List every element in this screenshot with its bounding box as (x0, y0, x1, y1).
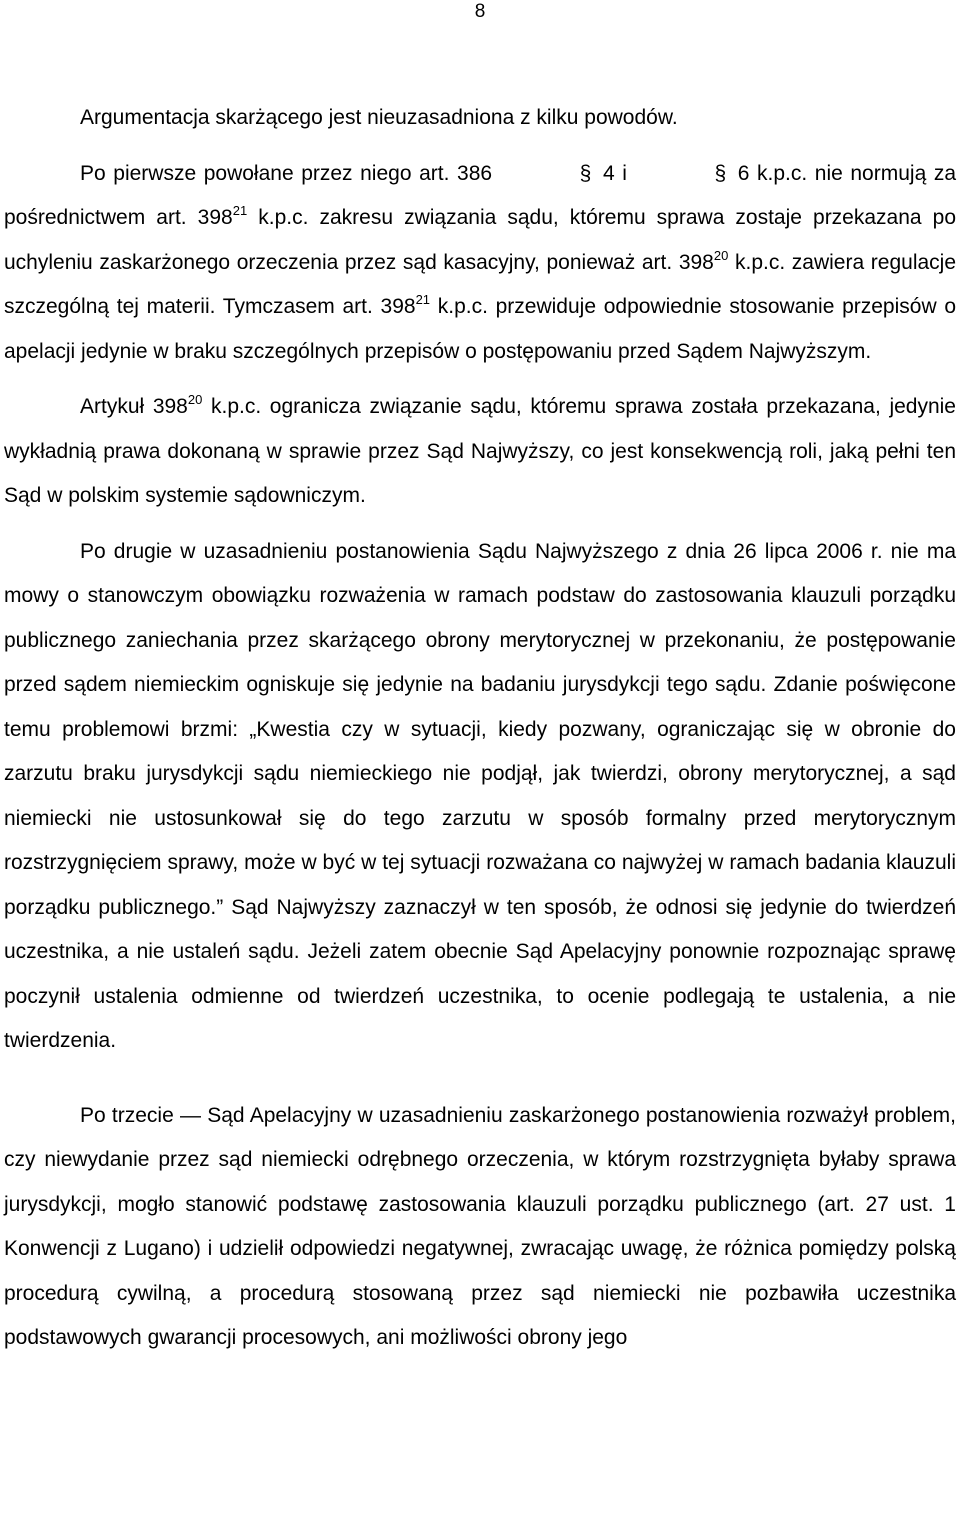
article-superscript: 20 (713, 247, 729, 263)
text-segment: Po pierwsze powołane przez niego art. 386 (80, 161, 493, 185)
section-sign: § (579, 161, 592, 185)
article-superscript: 20 (187, 392, 203, 407)
text-segment: k.p.c. zawiera regulacje szczególną tej materii. Tymczasem art. 398 (4, 250, 957, 318)
text-segment: k.p.c. przewiduje odpowiednie stosowanie przepisów o apelacji jedynie w braku szczególnych przepisów o postępowaniu przed Sądem Najwyższym. (4, 295, 956, 363)
document-body (4, 96, 956, 1361)
paragraph-intro: Argumentacja skarżącego jest nieuzasadniona z kilku powodów. (80, 106, 678, 129)
text-segment: Artykuł 398 (80, 395, 188, 418)
text-segment: 4 i (602, 161, 627, 185)
text-segment: k.p.c. ogranicza związanie sądu, któremu sprawa została przekazana, jedynie wykładnią prawa dokonaną w sprawie przez Sąd Najwyższy, co jest konsekwencją roli, jaką pełni ten Sąd w polskim systemie sądowniczym. (4, 395, 956, 507)
article-superscript: 21 (232, 203, 248, 218)
text-segment: k.p.c. zakresu związania sądu, któremu sprawa zostaje przekazana po uchyleniu zaskarżonego orzeczenia przez sąd kasacyjny, ponieważ art. 398 (4, 206, 956, 274)
section-sign: § (714, 161, 727, 185)
paragraph-second-argument: Po drugie w uzasadnieniu postanowienia Sądu Najwyższego z dnia 26 lipca 2006 r. nie ma mowy o stanowczym obowiązku rozważenia w ramach podstaw do zastosowania klauzuli porządku publicznego zaniechania przez skarżącego obrony merytorycznej w przekonaniu, że postępowanie przed sądem niemieckim ogniskuje się jedynie na badaniu jurysdykcji tego sądu. Zdanie poświęcone temu problemowi brzmi: „Kwestia czy w sytuacji, kiedy pozwany, ograniczając się w obronie do zarzutu braku jurysdykcji sądu niemieckiego nie podjął, jak twierdzi, obrony merytorycznej, a sąd niemiecki nie ustosunkował się do tego zarzutu w sposób formalny przed merytorycznym rozstrzygnięciem sprawy, może w być w tej sytuacji rozważana co najwyżej w ramach badania klauzuli porządku publicznego.” Sąd Najwyższy zaznaczył w ten sposób, że odnosi się jedynie do twierdzeń uczestnika, a nie ustaleń sądu. Jeżeli zatem obecnie Sąd Apelacyjny ponownie rozpoznając sprawę poczynił ustalenia odmienne od twierdzeń uczestnika, to ocenie podlegają te ustalenia, a nie twierdzenia. (4, 539, 956, 1052)
paragraph-article-398-20 (4, 385, 956, 519)
paragraph-first-argument (4, 152, 956, 375)
paragraph-third-argument: Po trzecie ― Sąd Apelacyjny w uzasadnieniu zaskarżonego postanowienia rozważył problem, czy niewydanie przez sąd niemiecki odrębnego orzeczenia, w którym rozstrzygnięta byłaby sprawa jurysdykcji, mogło stanowić podstawę zastosowania klauzuli porządku publicznego (art. 27 ust. 1 Konwencji z Lugano) i udzielił odpowiedzi negatywnej, zwracając uwagę, że różnica pomiędzy polską procedurą cywilną, a procedurą stosowaną przez sąd niemiecki nie pozbawiła uczestnika podstawowych gwarancji procesowych, ani możliwości obrony jego (4, 1103, 956, 1349)
article-superscript: 21 (415, 292, 431, 307)
text-segment: 6 k.p.c. nie normują za pośrednictwem art. 398 (4, 161, 957, 229)
page-number: 8 (474, 1, 486, 22)
